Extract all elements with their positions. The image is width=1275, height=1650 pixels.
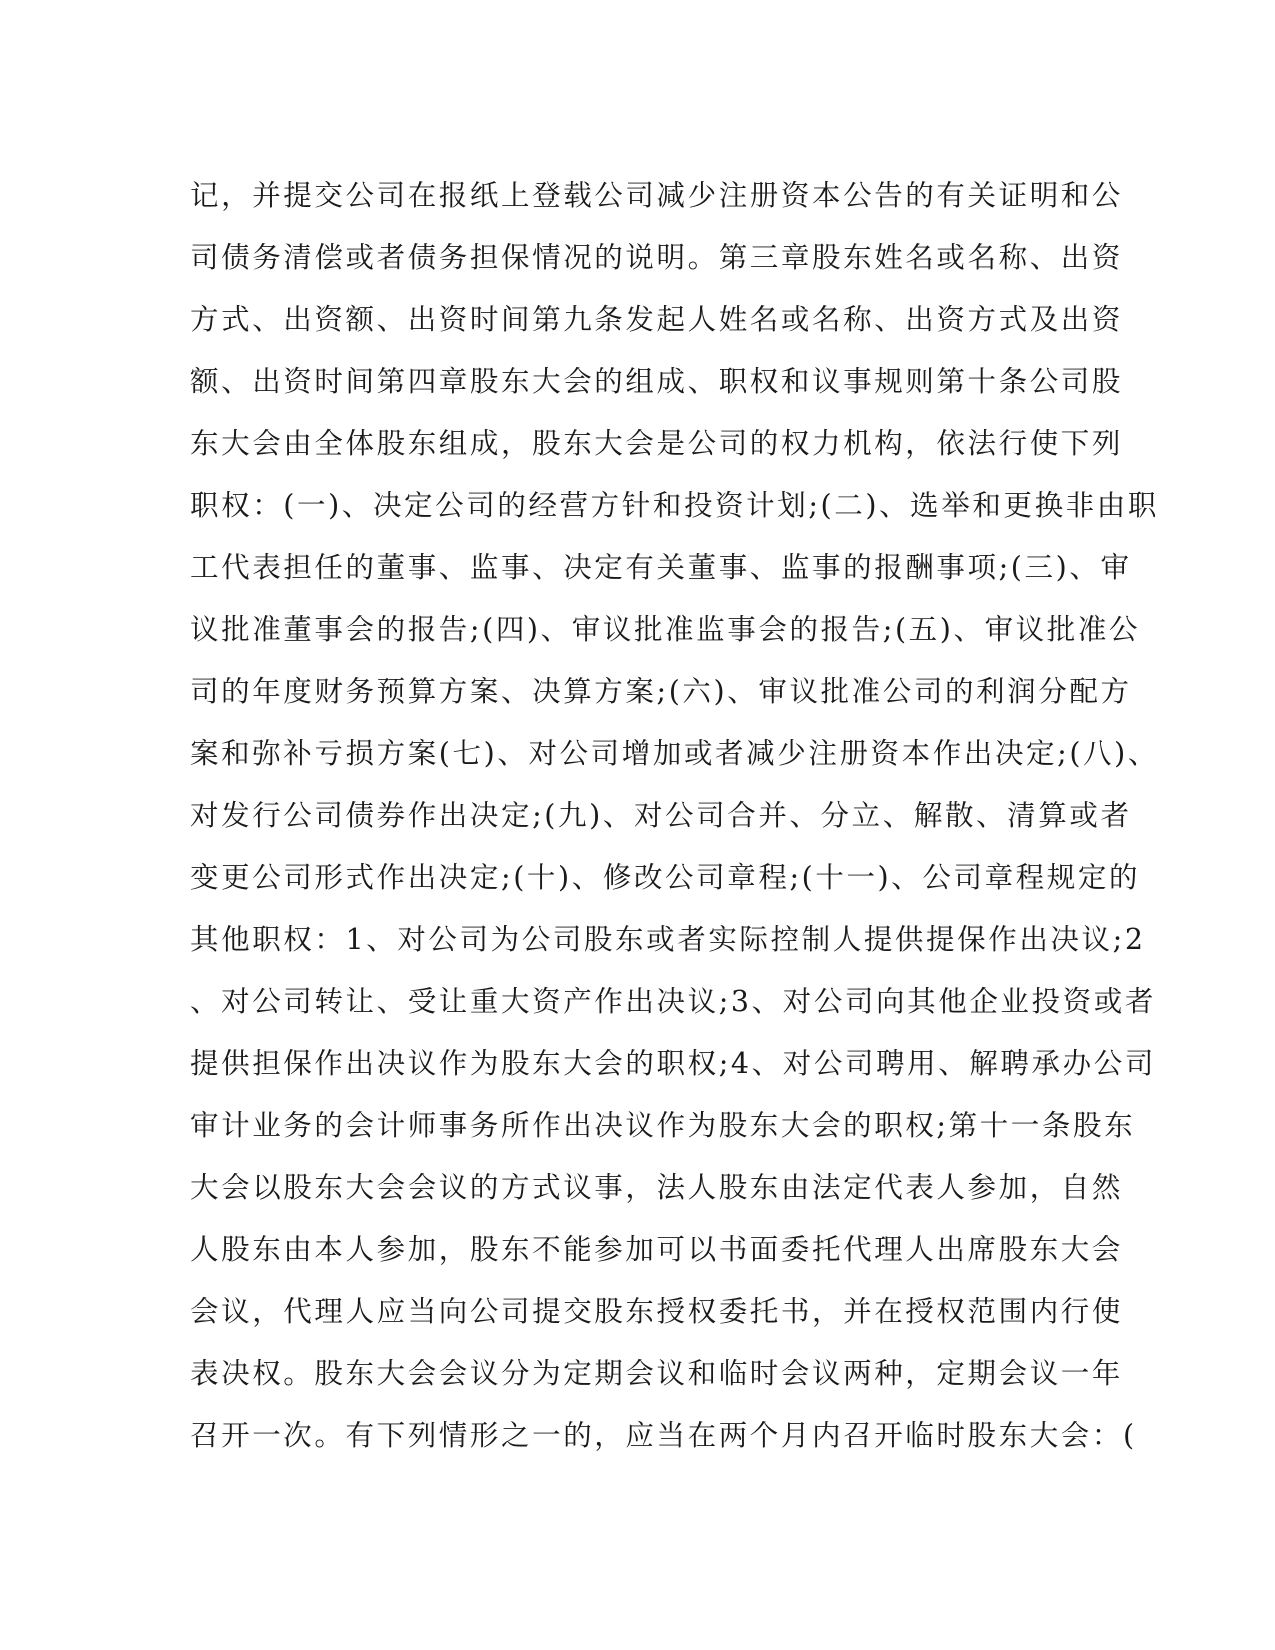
text-line: 审计业务的会计师事务所作出决议作为股东大会的职权;第十一条股东 xyxy=(190,1109,1136,1142)
text-line: 东大会由全体股东组成，股东大会是公司的权力机构，依法行使下列 xyxy=(190,427,1124,460)
text-line: 方式、出资额、出资时间第九条发起人姓名或名称、出资方式及出资 xyxy=(190,303,1124,336)
text-line: 、对公司转让、受让重大资产作出决议;3、对公司向其他企业投资或者 xyxy=(190,985,1156,1018)
text-line: 人股东由本人参加，股东不能参加可以书面委托代理人出席股东大会 xyxy=(190,1233,1124,1266)
text-line: 表决权。股东大会会议分为定期会议和临时会议两种，定期会议一年 xyxy=(190,1357,1124,1390)
text-line: 记，并提交公司在报纸上登载公司减少注册资本公告的有关证明和公 xyxy=(190,179,1124,212)
body-text xyxy=(190,165,1159,1467)
text-line: 司的年度财务预算方案、决算方案;(六)、审议批准公司的利润分配方 xyxy=(190,675,1132,708)
text-line: 额、出资时间第四章股东大会的组成、职权和议事规则第十条公司股 xyxy=(190,365,1124,398)
text-line: 案和弥补亏损方案(七)、对公司增加或者减少注册资本作出决定;(八)、 xyxy=(190,737,1159,770)
text-line: 议批准董事会的报告;(四)、审议批准监事会的报告;(五)、审议批准公 xyxy=(190,613,1141,646)
text-line: 会议，代理人应当向公司提交股东授权委托书，并在授权范围内行使 xyxy=(190,1295,1124,1328)
text-line: 司债务清偿或者债务担保情况的说明。第三章股东姓名或名称、出资 xyxy=(190,241,1124,274)
text-line: 其他职权：1、对公司为公司股东或者实际控制人提供提保作出决议;2 xyxy=(190,923,1146,956)
text-line: 变更公司形式作出决定;(十)、修改公司章程;(十一)、公司章程规定的 xyxy=(190,861,1141,894)
text-line: 提供担保作出决议作为股东大会的职权;4、对公司聘用、解聘承办公司 xyxy=(190,1047,1156,1080)
text-line: 对发行公司债券作出决定;(九)、对公司合并、分立、解散、清算或者 xyxy=(190,799,1132,832)
text-line: 工代表担任的董事、监事、决定有关董事、监事的报酬事项;(三)、审 xyxy=(190,551,1132,584)
text-line: 职权：(一)、决定公司的经营方针和投资计划;(二)、选举和更换非由职 xyxy=(190,489,1159,522)
text-line: 大会以股东大会会议的方式议事，法人股东由法定代表人参加，自然 xyxy=(190,1171,1124,1204)
text-line: 召开一次。有下列情形之一的，应当在两个月内召开临时股东大会：( xyxy=(190,1419,1137,1452)
